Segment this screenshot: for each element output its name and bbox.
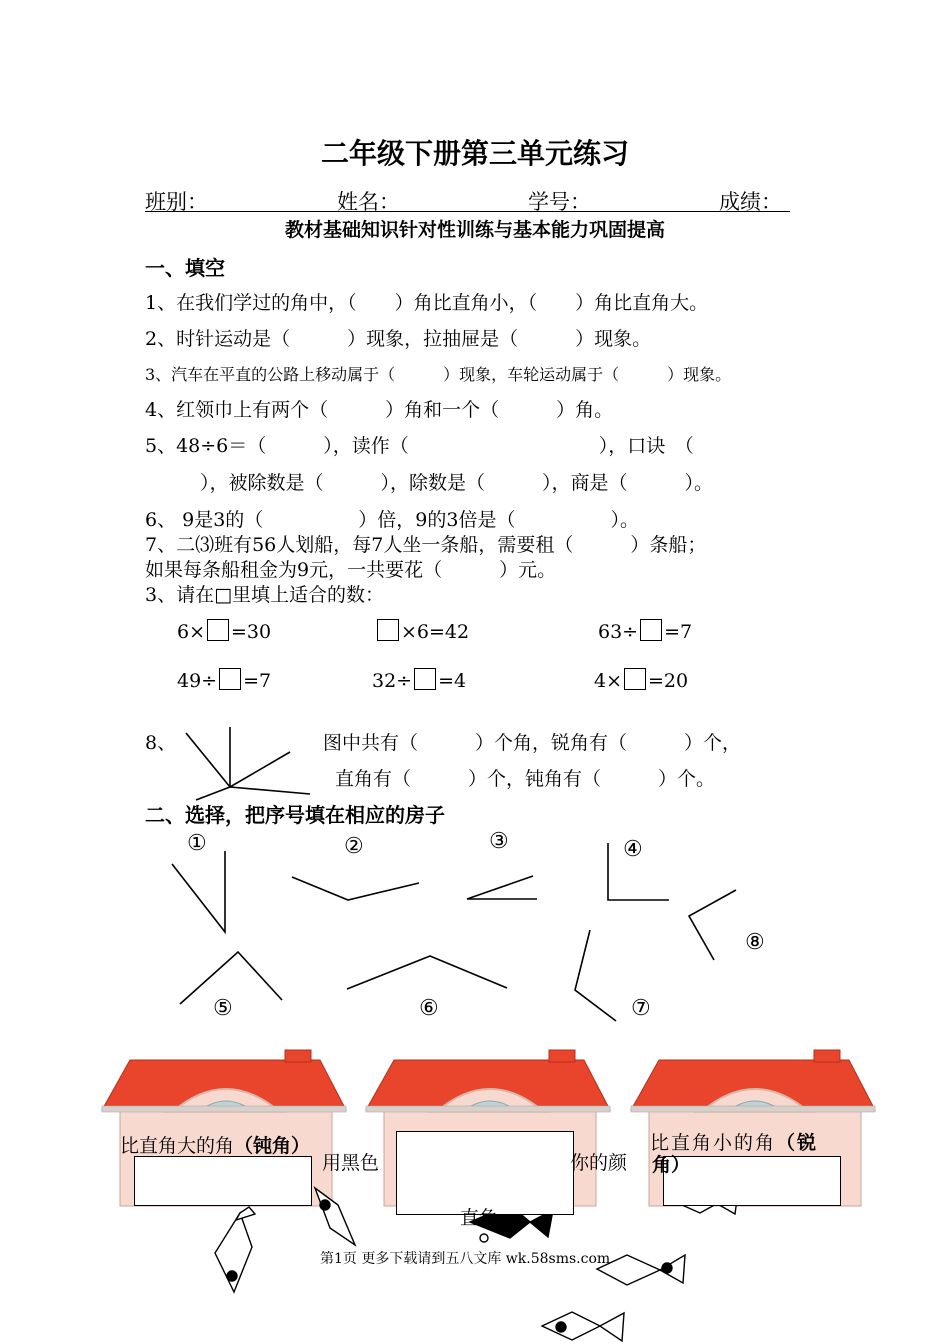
angle-label-1: ① bbox=[187, 831, 207, 856]
angle-label-6: ⑥ bbox=[419, 996, 439, 1021]
angle-2 bbox=[292, 877, 419, 900]
angle-1 bbox=[172, 851, 225, 932]
fill-item-b2: 32÷ =4 bbox=[372, 670, 467, 692]
question-fill-heading: 3、请在□里填上适合的数： bbox=[145, 584, 385, 606]
angle-8 bbox=[689, 890, 736, 960]
class-label: 班别： bbox=[145, 190, 208, 214]
section2-heading: 二、选择，把序号填在相应的房子 bbox=[145, 803, 445, 827]
fill-item-a2: ×6=42 bbox=[375, 619, 469, 643]
partial-text-c: 直角 bbox=[460, 1207, 499, 1229]
partial-text-b: 你的颜 bbox=[570, 1152, 628, 1174]
fill-item-a1: 6× =30 bbox=[177, 621, 272, 643]
house-left-label: 比直角大的角（钝角） bbox=[120, 1135, 311, 1157]
name-label: 姓名： bbox=[337, 190, 400, 214]
fish-5 bbox=[542, 1312, 624, 1341]
id-label: 学号： bbox=[528, 190, 591, 214]
question-2: 2、时针运动是（ ）现象，拉抽屉是（ ）现象。 bbox=[145, 328, 652, 350]
angle-6 bbox=[347, 956, 507, 989]
angle-label-8: ⑧ bbox=[745, 930, 765, 955]
subtitle: 教材基础知识针对性训练与基本能力巩固提高 bbox=[284, 219, 665, 241]
angle-7 bbox=[575, 930, 616, 1021]
angle-3 bbox=[467, 876, 537, 899]
house-right-label: 比直角小的角（锐 bbox=[650, 1132, 819, 1154]
question-8b: 直角有（ ）个，钝角有（ ）个。 bbox=[335, 768, 716, 790]
angle-label-7: ⑦ bbox=[631, 996, 651, 1021]
partial-text-a: 用黑色 bbox=[322, 1152, 380, 1174]
fill-item-a3: 63÷ =7 bbox=[598, 621, 693, 643]
angle-5 bbox=[180, 952, 282, 1004]
question-5b: ），被除数是（ ），除数是（ ），商是（ ）。 bbox=[200, 472, 714, 494]
question-8a: 图中共有（ ）个角，锐角有（ ）个， bbox=[323, 732, 742, 754]
page-title: 二年级下册第三单元练习 bbox=[320, 137, 629, 170]
q8-rays-figure bbox=[186, 727, 310, 800]
question-1: 1、在我们学过的角中，（ ）角比直角小，（ ）角比直角大。 bbox=[145, 292, 709, 314]
question-5a: 5、48÷6＝（ ），读作（ ），口诀 （ bbox=[145, 435, 694, 457]
question-8-number: 8、 bbox=[145, 732, 177, 754]
angle-label-4: ④ bbox=[623, 837, 643, 862]
score-label: 成绩： bbox=[719, 190, 782, 214]
angle-label-3: ③ bbox=[489, 829, 509, 854]
question-4: 4、红领巾上有两个（ ）角和一个（ ）角。 bbox=[145, 399, 614, 421]
question-3: 3、汽车在平直的公路上移动属于（ ）现象，车轮运动属于（ ）现象。 bbox=[145, 365, 732, 384]
question-6: 6、 9是3的（ ）倍，9的3倍是（ ）。 bbox=[145, 509, 639, 531]
fish-2 bbox=[315, 1188, 355, 1245]
fish-1 bbox=[215, 1207, 255, 1292]
section1-heading: 一、填空 bbox=[145, 256, 225, 280]
fill-item-b1: 49÷ =7 bbox=[177, 670, 272, 692]
fill-item-b3: 4× =20 bbox=[594, 670, 689, 692]
house-right-label-2: 角） bbox=[652, 1154, 691, 1176]
question-7a: 7、二⑶班有56人划船，每7人坐一条船，需要租（ ）条船； bbox=[145, 534, 707, 556]
footer: 第1页 更多下载请到五八文库 wk.58sms.com bbox=[320, 1251, 611, 1267]
question-7b: 如果每条船租金为9元，一共要花（ ）元。 bbox=[145, 559, 557, 581]
angle-4 bbox=[608, 843, 669, 900]
angle-label-2: ② bbox=[344, 834, 364, 859]
answer-box-obtuse[interactable] bbox=[134, 1156, 312, 1206]
fish-4 bbox=[597, 1255, 685, 1285]
angle-label-5: ⑤ bbox=[213, 996, 233, 1021]
